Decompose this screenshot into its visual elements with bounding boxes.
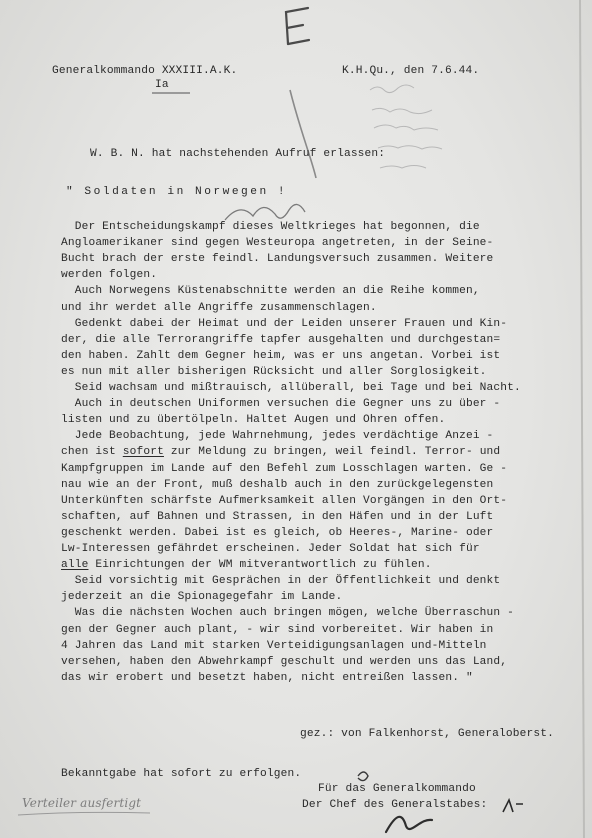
body-line: Unterkünften schärfste Aufmerksamkeit allen Vorgängen in den Ort- [61, 494, 508, 507]
body-line: schaften, auf Bahnen und Strassen, in den Häfen und in der Luft [61, 510, 494, 523]
body-line: das wir erobert und besetzt haben, nicht entreißen lassen. " [61, 671, 473, 684]
margin-note-underline-icon [18, 812, 150, 815]
body-line: Kampfgruppen im Lande auf den Befehl zum Losschlagen warten. Ge - [61, 462, 508, 475]
signature-icon [386, 817, 432, 832]
sign-block-line1: Für das Generalkommando [318, 783, 476, 795]
body-line: gen der Gegner auch plant, - wir sind vorbereitet. Wir haben in [61, 623, 494, 636]
pencil-stroke-icon [290, 90, 316, 178]
intro-line: W. B. N. hat nachstehenden Aufruf erlassen: [90, 148, 386, 160]
initials-icon [503, 800, 523, 812]
body-line: den haben. Zahlt dem Gegner heim, was er uns angetan. Vorbei ist [61, 349, 501, 362]
underlined-word: alle [61, 559, 89, 572]
place-date: K.H.Qu., den 7.6.44. [342, 65, 480, 77]
body-line: jederzeit an die Spionagegefahr im Lande. [61, 591, 343, 604]
body-line: und ihr werdet alle Angriffe zusammenschlagen. [61, 301, 377, 314]
body-line: chen ist sofort zur Meldung zu bringen, weil feindl. Terror- und [61, 446, 501, 459]
body-line: Gedenkt dabei der Heimat und der Leiden unserer Frauen und Kin- [61, 317, 508, 330]
closing-mark-icon [358, 772, 368, 781]
underlined-word: sofort [122, 446, 164, 459]
body-line: es nun mit aller bisherigen Rücksicht und aller Sorglosigkeit. [61, 365, 487, 378]
page-edge-icon [580, 0, 584, 838]
body-line: Auch in deutschen Uniformen versuchen die Gegner uns zu über - [61, 398, 501, 411]
body-line: 4 Jahren das Land mit starken Verteidigungsanlagen und-Mitteln [61, 639, 487, 652]
body-line: Seid vorsichtig mit Gesprächen in der Öffentlichkeit und denkt [61, 575, 501, 588]
body-line: Jede Beobachtung, jede Wahrnehmung, jedes verdächtige Anzei - [61, 430, 494, 443]
pencil-scribble-icon [225, 204, 305, 220]
closing-line: Bekanntgabe hat sofort zu erfolgen. [61, 768, 302, 780]
body-line: Was die nächsten Wochen auch bringen mögen, welche Überraschun - [61, 607, 514, 620]
body-line: nau wie an der Front, muß deshalb auch in den zurückgelegensten [61, 478, 494, 491]
body-line: Bucht brach der erste feindl. Landungsversuch zusammen. Weitere [61, 253, 494, 266]
body-line: Der Entscheidungskampf dieses Weltkrieges hat begonnen, die [61, 221, 480, 233]
body-line: Angloamerikaner sind gegen Westeuropa angetreten, in der Seine- [61, 237, 494, 250]
body-line: der, die alle Terrorangriffe tapfer ausgehalten und durchgestan= [61, 333, 501, 346]
margin-letter-e-icon [286, 8, 309, 44]
dept-underline [152, 92, 190, 94]
margin-note: Verteiler ausfertigt [22, 796, 142, 810]
body-line: geschenkt werden. Dabei ist es gleich, ob Heeres-, Marine- oder [61, 526, 494, 539]
body-line: versehen, haben den Abwehrkampf geschult und werden uns das Land, [61, 655, 508, 668]
hq-name: Generalkommando XXXIII.A.K. [52, 65, 238, 77]
body-line: werden folgen. [61, 269, 158, 282]
department: Ia [155, 79, 169, 91]
body-line: listen und zu übertölpeln. Haltet Augen und Ohren offen. [61, 414, 446, 427]
signed-line: gez.: von Falkenhorst, Generaloberst. [300, 728, 554, 740]
sign-block-line2: Der Chef des Generalstabes: [302, 799, 488, 811]
proclamation-title: " Soldaten in Norwegen ! [66, 186, 288, 198]
body-line: Auch Norwegens Küstenabschnitte werden an die Reihe kommen, [61, 285, 480, 298]
body-line: alle Einrichtungen der WM mitverantwortlich zu fühlen. [61, 559, 432, 572]
body-line: Seid wachsam und mißtrauisch, allüberall, bei Tage und bei Nacht. [61, 382, 521, 394]
body-line: Lw-Interessen gefährdet erscheinen. Jeder Soldat hat sich für [61, 543, 480, 555]
